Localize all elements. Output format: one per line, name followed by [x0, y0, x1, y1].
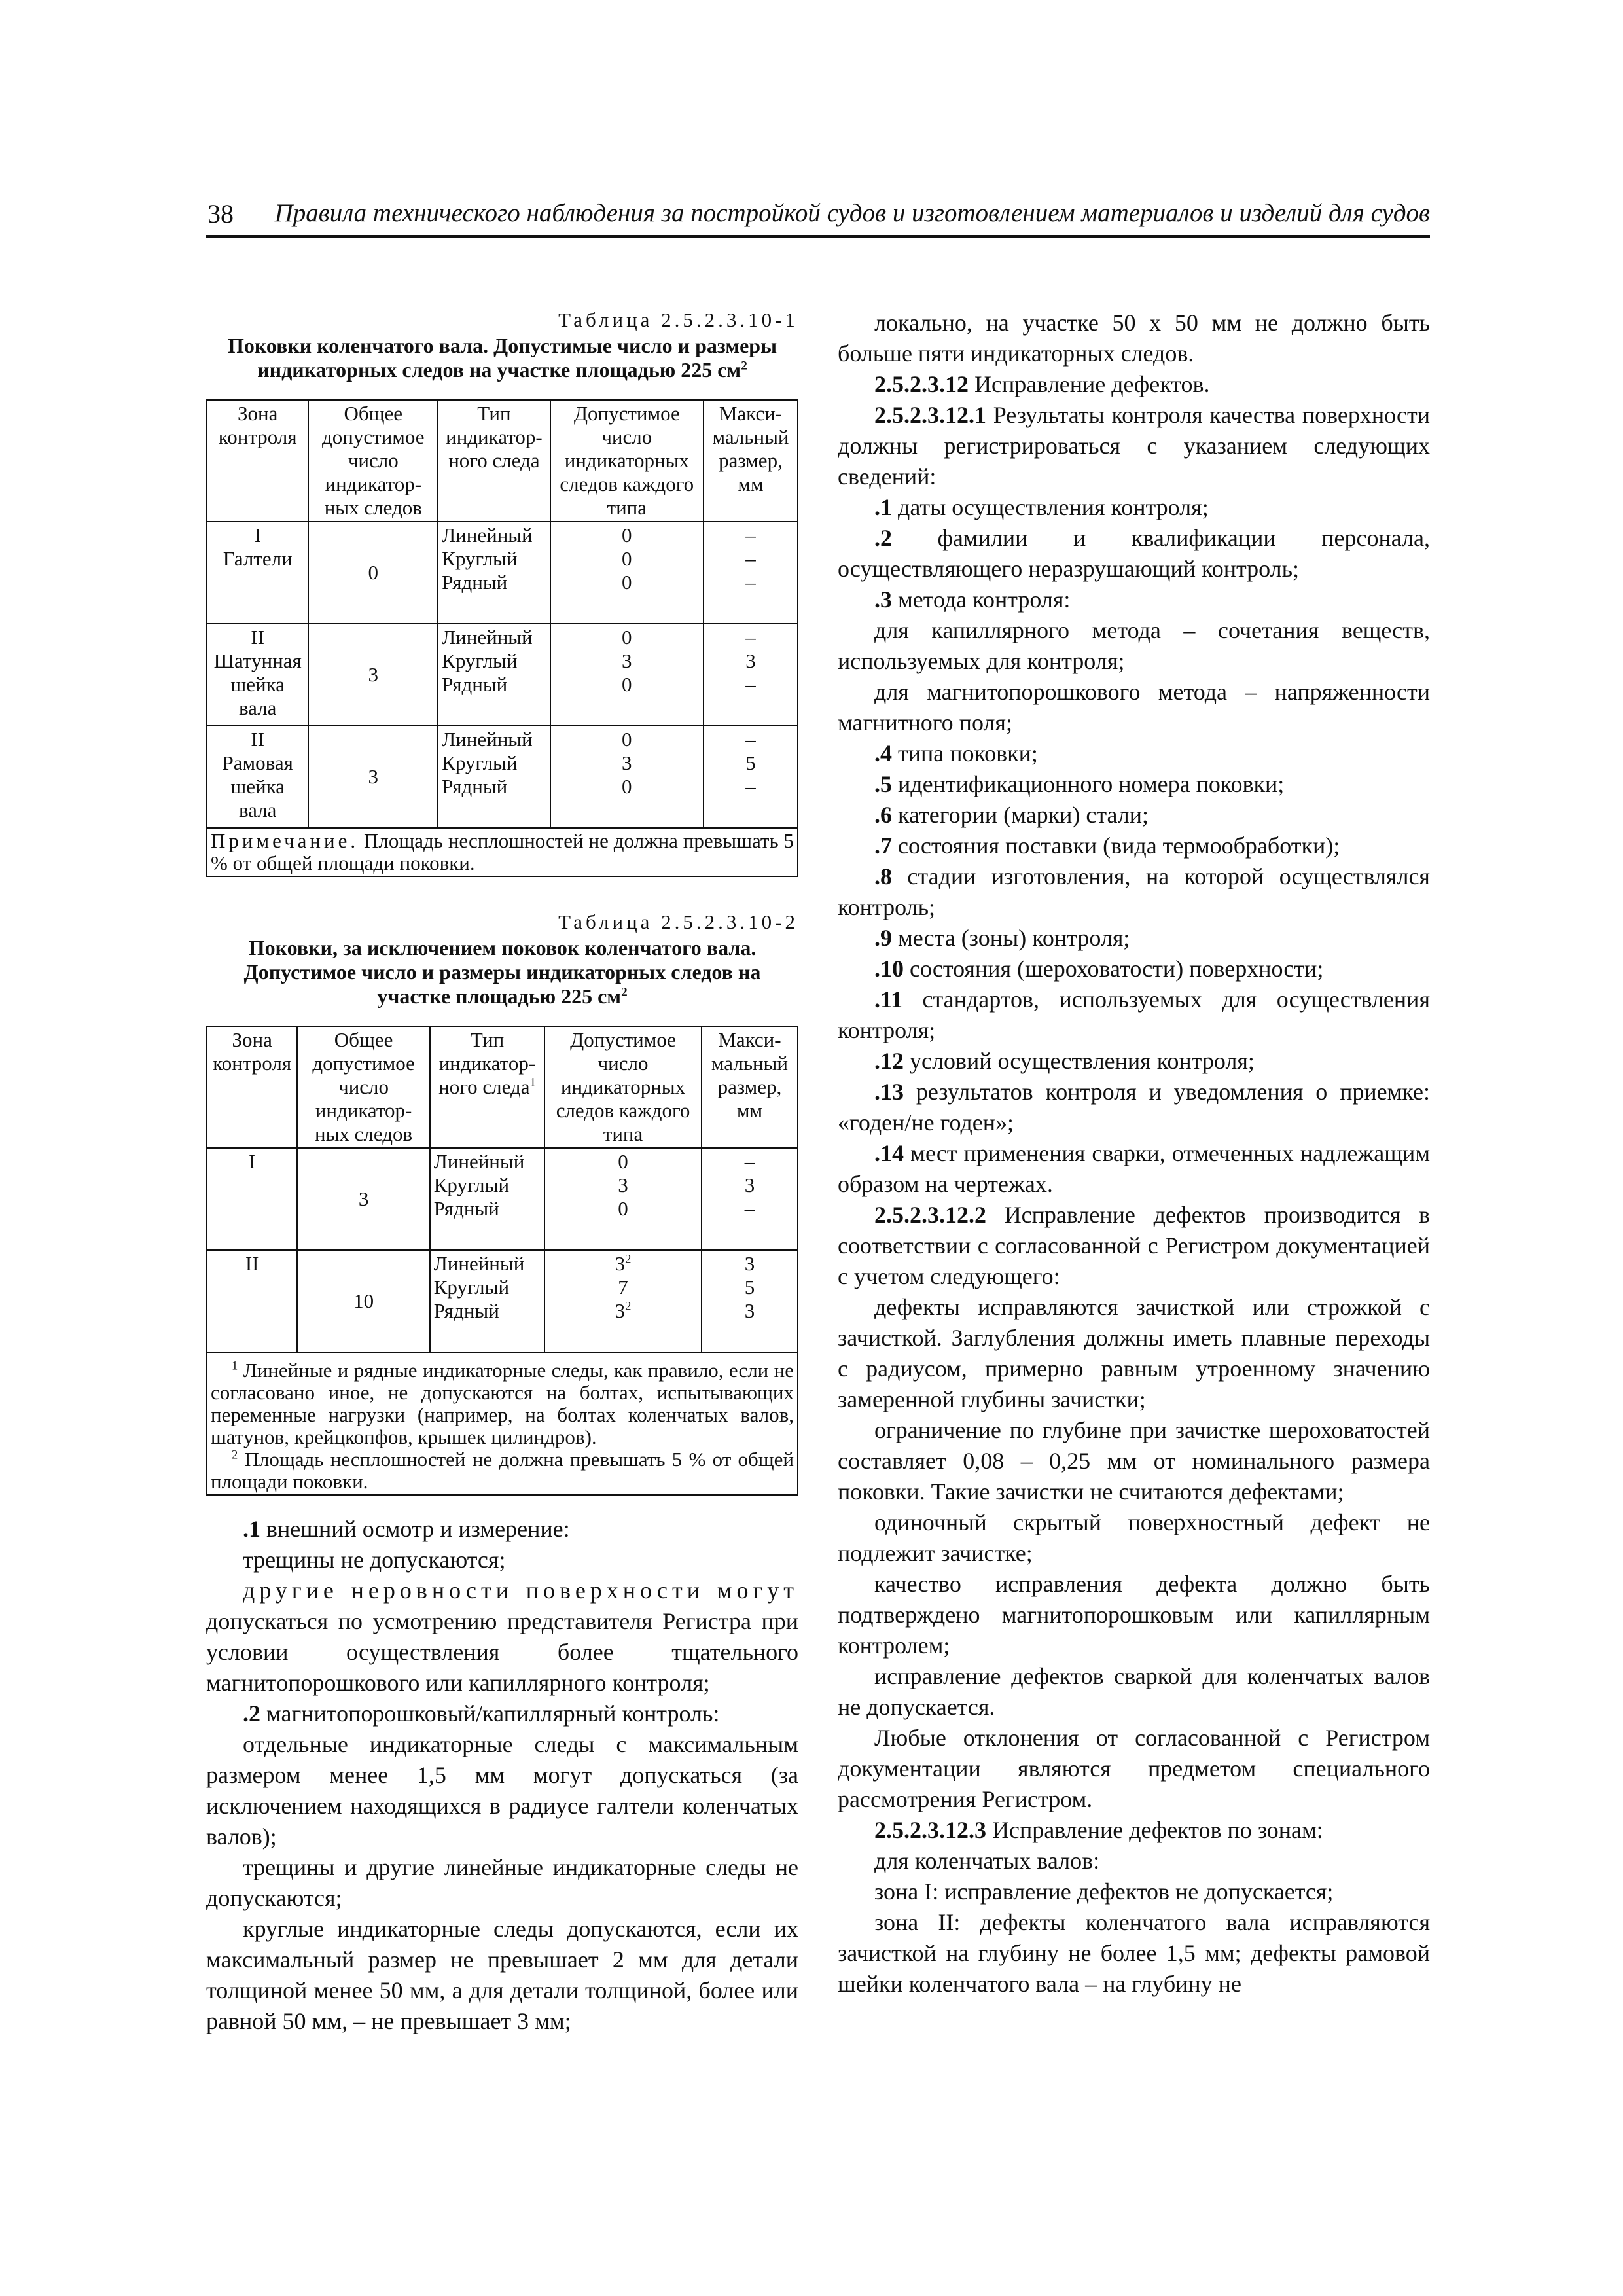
table-row	[207, 726, 798, 828]
trace-type: Рядный	[433, 1197, 499, 1220]
right-paragraph: для коленчатых валов:	[874, 1848, 1100, 1874]
max-value: –	[745, 775, 756, 798]
note-label: Примечание.	[211, 829, 359, 852]
right-paragraph: Любые отклонения от согласованной с Регистром документации являются предметом специального рассмотрения Регистром.	[838, 1725, 1430, 1812]
max-value: –	[745, 547, 756, 570]
list-item: .3 метода контроля:	[874, 586, 1071, 613]
right-paragraph: качество исправления дефекта должно быть подтверждено магнитопорошковым или капиллярным контролем;	[838, 1571, 1430, 1659]
list-item: для капиллярного метода – сочетания веществ, используемых для контроля;	[838, 617, 1430, 674]
table1-title: Поковки коленчатого вала. Допустимые число и размеры индикаторных следов на участке площадью 225 $см^2$	[227, 334, 777, 382]
allowed-value: 0	[622, 673, 632, 696]
total-cell: 10	[297, 1250, 429, 1352]
type-cell	[438, 522, 550, 624]
type-cell	[430, 1148, 544, 1250]
column-header: Тип индикатор-ного следа	[438, 400, 550, 522]
max-value: 3	[745, 649, 756, 672]
list-item: .2 фамилии и квалификации персонала, осуществляющего неразрушающий контроль;	[838, 525, 1430, 582]
column-header: Макси-мальный размер, мм	[704, 400, 798, 522]
max-value: 5	[745, 751, 756, 774]
right-paragraph: дефекты исправляются зачисткой или строжкой с зачисткой. Заглубления должны иметь плавные переходы с радиусом, примерно равным утроенному значению замеренной глубины зачистки;	[838, 1294, 1430, 1412]
table-note	[207, 1352, 798, 1495]
column-header: Общее допустимое число индикатор-ных следов	[308, 400, 438, 522]
trace-type: Линейный	[442, 728, 533, 751]
zone-cell: II	[207, 1250, 297, 1352]
table-note	[207, 828, 798, 876]
trace-type: Круглый	[433, 1276, 510, 1299]
list-item: .7 состояния поставки (вида термообработки);	[874, 833, 1340, 859]
page-number: 38	[207, 199, 234, 228]
type-cell	[438, 726, 550, 828]
allowed-value: 0	[622, 571, 632, 594]
section-heading: 2.5.2.3.12.1 Результаты контроля качества поверхности должны регистрироваться с указанием следующих сведений:	[838, 402, 1430, 490]
column-header: Допустимое число индикаторных следов каждого типа	[550, 400, 704, 522]
left-paragraph: трещины не допускаются;	[243, 1547, 506, 1573]
column-header: Допустимое число индикаторных следов каждого типа	[544, 1026, 702, 1148]
allowed-value: 3	[622, 649, 632, 672]
allowed-value: 7	[618, 1276, 628, 1299]
trace-type: Круглый	[433, 1174, 510, 1196]
max-size-cell	[704, 624, 798, 726]
list-item: .8 стадии изготовления, на которой осуществлялся контроль;	[838, 863, 1430, 920]
trace-type: Рядный	[442, 673, 508, 696]
table-row	[207, 522, 798, 624]
allowed-cell	[550, 624, 704, 726]
left-paragraph: трещины и другие линейные индикаторные следы не допускаются;	[206, 1854, 798, 1911]
zone-cell: I	[207, 1148, 297, 1250]
max-size-cell	[704, 726, 798, 828]
total-cell: 3	[308, 726, 438, 828]
list-item: .4 типа поковки;	[874, 740, 1038, 766]
trace-type: Линейный	[433, 1150, 525, 1173]
total-cell: 0	[308, 522, 438, 624]
right-column	[838, 308, 1430, 2000]
list-item: для магнитопорошкового метода – напряженности магнитного поля;	[838, 679, 1430, 736]
list-item: .14 мест применения сварки, отмеченных надлежащим образом на чертежах.	[838, 1140, 1431, 1197]
right-paragraph: локально, на участке 50 х 50 мм не должно быть больше пяти индикаторных следов.	[838, 310, 1430, 367]
left-paragraph: круглые индикаторные следы допускаются, если их максимальный размер не превышает 2 мм для детали толщиной менее 50 мм, а для детали толщиной, более или равной 50 мм, – не превышает 3 мм;	[206, 1916, 798, 2034]
column-header: Общее допустимое число индикатор-ных следов	[297, 1026, 429, 1148]
trace-type: Линейный	[442, 524, 533, 547]
trace-type: Рядный	[442, 571, 508, 594]
table1	[206, 399, 798, 877]
right-paragraph: ограничение по глубине при зачистке шероховатостей составляет 0,08 – 0,25 мм от номинального размера поковки. Такие зачистки не считаются дефектами;	[838, 1417, 1430, 1505]
column-header: Зона контроля	[207, 1026, 297, 1148]
list-item: .13 результатов контроля и уведомления о приемке: «годен/не годен»;	[838, 1079, 1431, 1136]
max-size-cell	[702, 1250, 798, 1352]
header-row	[207, 400, 798, 522]
zone-cell: I Галтели	[207, 522, 308, 624]
type-cell	[430, 1250, 544, 1352]
table-row	[207, 624, 798, 726]
column-header: Макси-мальный размер, мм	[702, 1026, 798, 1148]
table2-caption: Таблица 2.5.2.3.10-2	[558, 910, 798, 933]
right-paragraph: исправление дефектов сваркой для коленчатых валов не допускается.	[838, 1663, 1430, 1720]
section-heading: 2.5.2.3.12 Исправление дефектов.	[874, 371, 1210, 397]
table2	[206, 1026, 798, 1496]
allowed-cell	[544, 1148, 702, 1250]
allowed-value: 0	[622, 547, 632, 570]
allowed-value: 3	[618, 1174, 628, 1196]
list-item: .12 условий осуществления контроля;	[874, 1048, 1255, 1074]
running-title: Правила технического наблюдения за постройкой судов и изготовлением материалов и изделий для судов	[274, 199, 1430, 227]
max-size-cell	[704, 522, 798, 624]
trace-type: Круглый	[442, 751, 518, 774]
list-item: .6 категории (марки) стали;	[874, 802, 1149, 828]
trace-type: Круглый	[442, 649, 518, 672]
max-value: –	[744, 1150, 755, 1173]
max-value: 3	[744, 1174, 755, 1196]
allowed-value: $3^2$	[615, 1252, 632, 1275]
note-text: Площадь несплошностей не должна превышать 5 % от общей площади поковки.	[211, 829, 794, 874]
allowed-value: 0	[618, 1197, 628, 1220]
page-header	[206, 198, 1430, 238]
table1-caption: Таблица 2.5.2.3.10-1	[558, 308, 798, 331]
trace-type: Рядный	[442, 775, 508, 798]
zone-cell: II Шатунная шейка вала	[207, 624, 308, 726]
trace-type: Линейный	[442, 626, 533, 649]
note-row	[207, 1352, 798, 1495]
section-heading: 2.5.2.3.12.3 Исправление дефектов по зонам:	[874, 1817, 1323, 1843]
list-item: .11 стандартов, используемых для осуществления контроля;	[838, 986, 1430, 1043]
column-header: Зона контроля	[207, 400, 308, 522]
trace-type: Рядный	[433, 1299, 499, 1322]
max-value: –	[745, 673, 756, 696]
section-heading: 2.5.2.3.12.2 Исправление дефектов производится в соответствии с согласованной с Регистром документацией с учетом следующего:	[838, 1202, 1431, 1289]
right-paragraph: одиночный скрытый поверхностный дефект не подлежит зачистке;	[838, 1509, 1430, 1566]
list-item: .5 идентификационного номера поковки;	[874, 771, 1285, 797]
right-paragraph: зона I: исправление дефектов не допускается;	[874, 1878, 1334, 1905]
allowed-cell	[550, 522, 704, 624]
header-row	[207, 1026, 798, 1148]
footnote-2: $^2$ Площадь несплошностей не должна превышать 5 % от общей площади поковки.	[211, 1448, 794, 1493]
allowed-cell	[544, 1250, 702, 1352]
right-paragraph: зона II: дефекты коленчатого вала исправляются зачисткой на глубину не более 1,5 мм; дефекты рамовой шейки коленчатого вала – на глубину не	[838, 1909, 1430, 1997]
table-row	[207, 1148, 798, 1250]
allowed-value: 0	[622, 524, 632, 547]
type-cell	[438, 624, 550, 726]
allowed-value: 3	[622, 751, 632, 774]
allowed-value: 0	[622, 728, 632, 751]
trace-type: Линейный	[433, 1252, 525, 1275]
list-items	[838, 492, 1430, 1200]
allowed-value: 0	[622, 626, 632, 649]
allowed-value: 0	[618, 1150, 628, 1173]
max-value: 3	[744, 1299, 755, 1322]
max-value: 5	[744, 1276, 755, 1299]
list-item: .10 состояния (шероховатости) поверхности;	[874, 956, 1324, 982]
total-cell: 3	[297, 1148, 429, 1250]
allowed-cell	[550, 726, 704, 828]
max-value: –	[745, 626, 756, 649]
max-value: 3	[744, 1252, 755, 1275]
left-paragraph: отдельные индикаторные следы с максимальным размером менее 1,5 мм могут допускаться (за исключением находящихся в радиусе галтели коленчатых валов);	[206, 1731, 798, 1850]
left-paragraph: .1 внешний осмотр и измерение:	[243, 1516, 570, 1542]
column-header: Тип индикатор-ного следа$^1$	[430, 1026, 544, 1148]
list-item: .9 места (зоны) контроля;	[874, 925, 1130, 951]
max-value: –	[745, 728, 756, 751]
table2-title: Поковки, за исключением поковок коленчатого вала. Допустимое число и размеры индикаторных следов на участке площадью 225 $см^2$	[243, 936, 761, 1008]
list-item: .1 даты осуществления контроля;	[874, 494, 1209, 520]
left-paragraph: .2 магнитопорошковый/капиллярный контроль:	[243, 1700, 720, 1727]
left-column	[206, 308, 798, 2037]
total-cell: 3	[308, 624, 438, 726]
trace-type: Круглый	[442, 547, 518, 570]
note-row	[207, 828, 798, 876]
left-paragraph: другие неровности поверхности могут допускаться по усмотрению представителя Регистра при условии осуществления более тщательного магнитопорошкового или капиллярного контроля;	[206, 1577, 798, 1696]
table-row	[207, 1250, 798, 1352]
zone-cell: II Рамовая шейка вала	[207, 726, 308, 828]
footnote-1: $^1$ Линейные и рядные индикаторные следы, как правило, если не согласовано иное, не допускаются на болтах, испытывающих переменные нагрузки (например, на болтах коленчатых валов, шатунов, крейцкопфов, крышек цилиндров).	[211, 1359, 794, 1448]
max-value: –	[745, 524, 756, 547]
max-value: –	[744, 1197, 755, 1220]
allowed-value: $3^2$	[615, 1299, 632, 1322]
allowed-value: 0	[622, 775, 632, 798]
max-value: –	[745, 571, 756, 594]
max-size-cell	[702, 1148, 798, 1250]
